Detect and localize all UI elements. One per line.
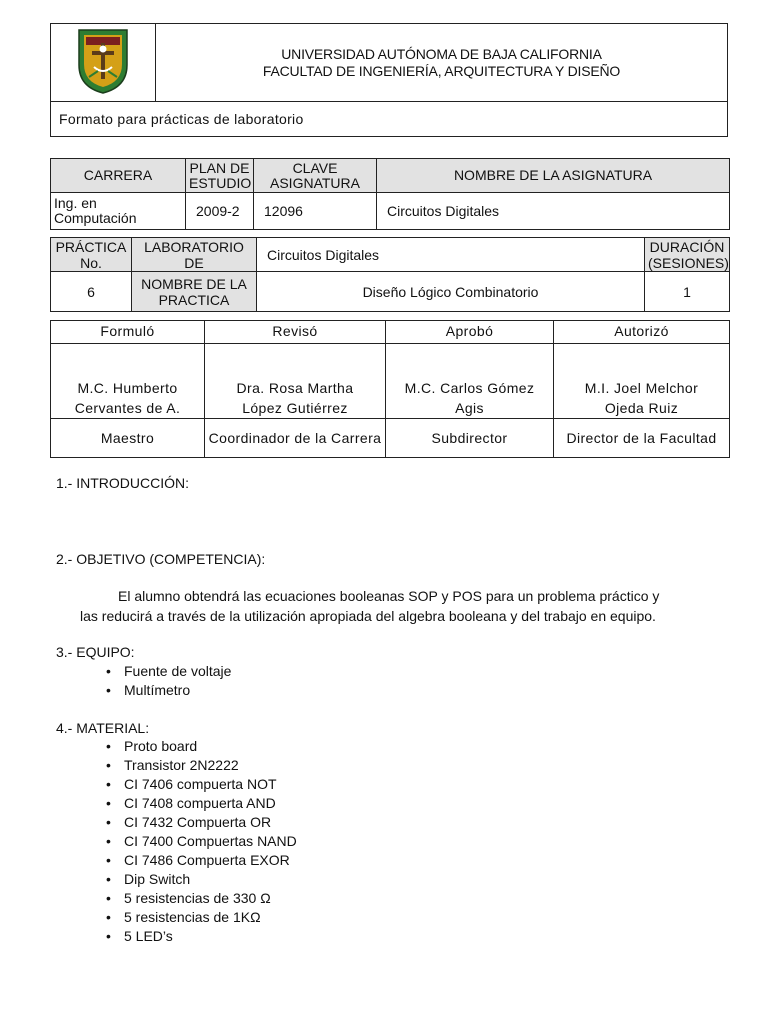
name-line: M.I. Joel Melchor <box>584 380 699 396</box>
autorizo-role: Director de la Facultad <box>554 419 730 458</box>
name-line: Cervantes de A. <box>74 400 181 416</box>
list-item: • Transistor 2N2222 <box>106 756 297 775</box>
university-shield-icon <box>76 27 130 95</box>
list-item: • CI 7406 compuerta NOT <box>106 775 297 794</box>
formulo-name <box>51 344 205 419</box>
nombre-practica-label: NOMBRE DE LA PRACTICA <box>132 272 257 312</box>
intro-heading: 1.- INTRODUCCIÓN: <box>56 475 189 491</box>
equipo-heading: 3.- EQUIPO: <box>56 644 135 660</box>
nombre-practica-value: Diseño Lógico Combinatorio <box>257 272 645 312</box>
list-item: • Fuente de voltaje <box>106 662 231 681</box>
university-name: UNIVERSIDAD AUTÓNOMA DE BAJA CALIFORNIA <box>281 45 602 62</box>
name-line: López Gutiérrez <box>242 400 348 416</box>
list-item: • CI 7400 Compuertas NAND <box>106 832 297 851</box>
plan-header: PLAN DE ESTUDIO <box>186 159 254 193</box>
aprobo-name <box>386 344 554 419</box>
reviso-role: Coordinador de la Carrera <box>205 419 386 458</box>
name-line: Dra. Rosa Martha <box>236 380 354 396</box>
carrera-value: Ing. en Computación <box>51 193 186 230</box>
list-item: • CI 7408 compuerta AND <box>106 794 297 813</box>
header-table <box>50 23 728 137</box>
list-item: • CI 7432 Compuerta OR <box>106 813 297 832</box>
name-line: M.C. Carlos Gómez <box>404 380 535 396</box>
course-info-table <box>50 158 730 230</box>
formulo-title: Formuló <box>51 321 205 344</box>
aprobo-title: Aprobó <box>386 321 554 344</box>
duracion-label: DURACIÓN (SESIONES) <box>645 238 730 272</box>
objetivo-heading: 2.- OBJETIVO (COMPETENCIA): <box>56 551 266 567</box>
university-heading <box>156 24 728 102</box>
signature-table <box>50 320 730 458</box>
list-item: • 5 resistencias de 1KΩ <box>106 908 297 927</box>
plan-value: 2009-2 <box>186 193 254 230</box>
equipo-list <box>106 662 231 700</box>
clave-header: CLAVE ASIGNATURA <box>254 159 377 193</box>
formulo-role: Maestro <box>51 419 205 458</box>
objetivo-text <box>56 586 728 626</box>
objetivo-line: las reducirá a través de la utilización apropiada del algebra booleana y del trabajo en equipo. <box>80 608 656 624</box>
material-list <box>106 737 297 946</box>
name-line: Agis <box>455 400 484 416</box>
list-item: • 5 LED’s <box>106 927 297 946</box>
faculty-name: FACULTAD DE INGENIERÍA, ARQUITECTURA Y DISEÑO <box>262 62 621 79</box>
aprobo-role: Subdirector <box>386 419 554 458</box>
clave-value: 12096 <box>254 193 377 230</box>
objetivo-line: El alumno obtendrá las ecuaciones booleanas SOP y POS para un problema práctico y <box>118 588 660 604</box>
laboratorio-label: LABORATORIO DE <box>132 238 257 272</box>
duracion-value: 1 <box>645 272 730 312</box>
practica-label: PRÁCTICA No. <box>51 238 132 272</box>
material-heading: 4.- MATERIAL: <box>56 720 150 736</box>
list-item: • CI 7486 Compuerta EXOR <box>106 851 297 870</box>
list-item: • Dip Switch <box>106 870 297 889</box>
university-logo <box>51 24 156 102</box>
list-item: • 5 resistencias de 330 Ω <box>106 889 297 908</box>
asignatura-value: Circuitos Digitales <box>377 193 730 230</box>
practica-number: 6 <box>51 272 132 312</box>
asignatura-header: NOMBRE DE LA ASIGNATURA <box>377 159 730 193</box>
format-title: Formato para prácticas de laboratorio <box>51 102 728 137</box>
name-line: M.C. Humberto <box>77 380 178 396</box>
list-item: • Multímetro <box>106 681 231 700</box>
autorizo-name <box>554 344 730 419</box>
list-item: • Proto board <box>106 737 297 756</box>
reviso-title: Revisó <box>205 321 386 344</box>
autorizo-title: Autorizó <box>554 321 730 344</box>
practice-table <box>50 237 730 312</box>
laboratorio-value: Circuitos Digitales <box>257 238 645 272</box>
reviso-name <box>205 344 386 419</box>
name-line: Ojeda Ruiz <box>604 400 679 416</box>
carrera-header: CARRERA <box>51 159 186 193</box>
